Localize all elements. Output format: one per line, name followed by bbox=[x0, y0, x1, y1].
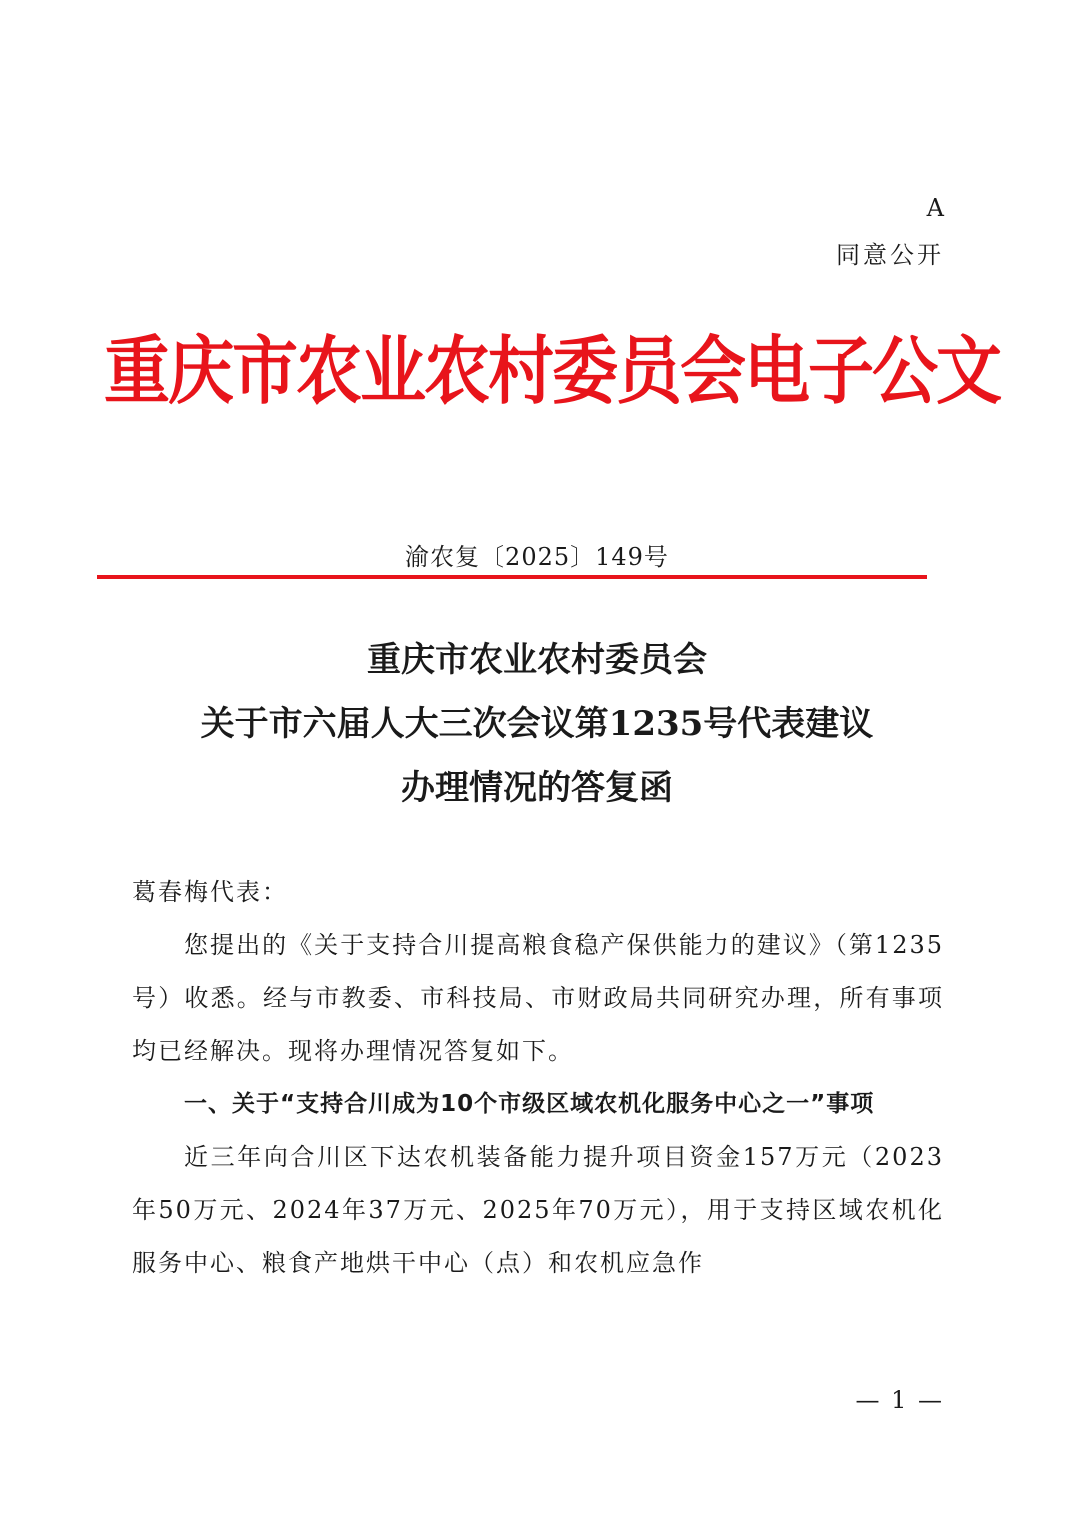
page-number: — 1 — bbox=[855, 1386, 944, 1414]
paragraph-1: 您提出的《关于支持合川提高粮食稳产保供能力的建议》（第1235号）收悉。经与市教委、市科技局、市财政局共同研究办理，所有事项均已经解决。现将办理情况答复如下。 bbox=[132, 931, 944, 1065]
paragraph-2: 近三年向合川区下达农机装备能力提升项目资金157万元（2023年50万元、2024年37万元、2025年70万元），用于支持区域农机化服务中心、粮食产地烘干中心（点）和农机应急作 bbox=[132, 1143, 944, 1277]
document-number: 渝农复〔2025〕149号 bbox=[405, 543, 669, 571]
document-body bbox=[132, 866, 944, 1290]
title-line-1: 重庆市农业农村委员会 bbox=[367, 640, 707, 680]
salutation: 葛春梅代表： bbox=[132, 878, 288, 906]
disclosure-attribute: 同意公开 bbox=[836, 241, 944, 269]
security-grade: A bbox=[926, 194, 944, 222]
document-title bbox=[0, 628, 1074, 820]
masthead-title: 重庆市农业农村委员会电子公文 bbox=[104, 328, 1000, 415]
title-line-3: 办理情况的答复函 bbox=[401, 768, 673, 808]
red-divider bbox=[97, 575, 927, 579]
title-line-2: 关于市六届人大三次会议第1235号代表建议 bbox=[200, 704, 874, 744]
section-heading-1: 一、关于“支持合川成为10个市级区域农机化服务中心之一”事项 bbox=[184, 1091, 875, 1117]
